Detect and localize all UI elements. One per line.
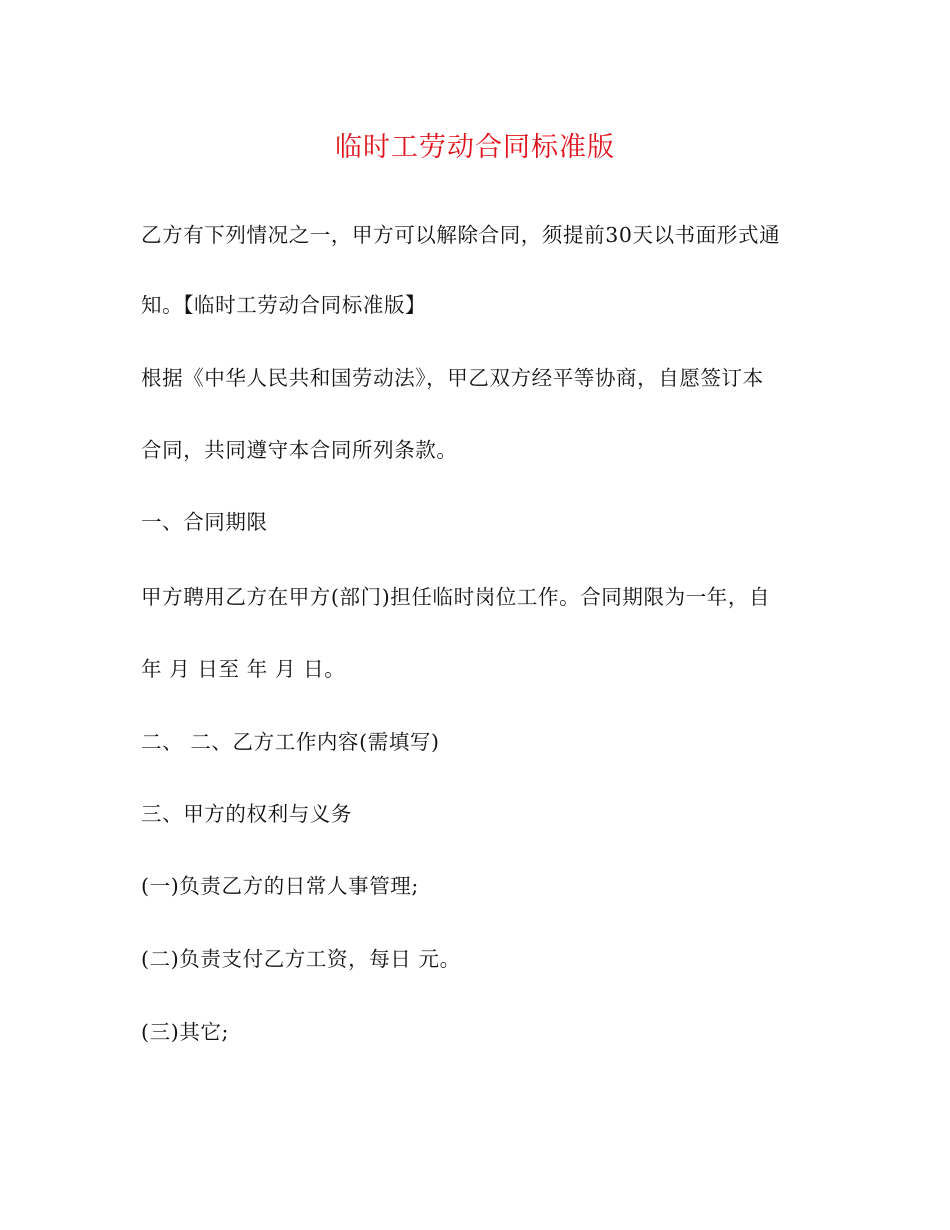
paragraph-line: 合同，共同遵守本合同所列条款。	[141, 438, 458, 462]
document-title: 临时工劳动合同标准版	[335, 132, 615, 163]
section-heading: 三、甲方的权利与义务	[141, 802, 352, 826]
paragraph-line: 年 月 日至 年 月 日。	[141, 657, 346, 681]
list-item: (三)其它;	[141, 1020, 230, 1044]
section-heading: 一、合同期限	[141, 510, 268, 534]
paragraph-line: 根据《中华人民共和国劳动法》，甲乙双方经平等协商，自愿签订本	[141, 366, 764, 390]
section-heading: 二、 二、乙方工作内容(需填写)	[141, 730, 440, 754]
paragraph-line: 乙方有下列情况之一，甲方可以解除合同，须提前30天以书面形式通	[141, 223, 781, 247]
paragraph-line: 甲方聘用乙方在甲方(部门)担任临时岗位工作。合同期限为一年，自	[141, 585, 771, 609]
paragraph-line: 知。【临时工劳动合同标准版】	[141, 293, 427, 317]
list-item: (一)负责乙方的日常人事管理;	[141, 874, 419, 898]
list-item: (二)负责支付乙方工资，每日 元。	[141, 947, 461, 971]
